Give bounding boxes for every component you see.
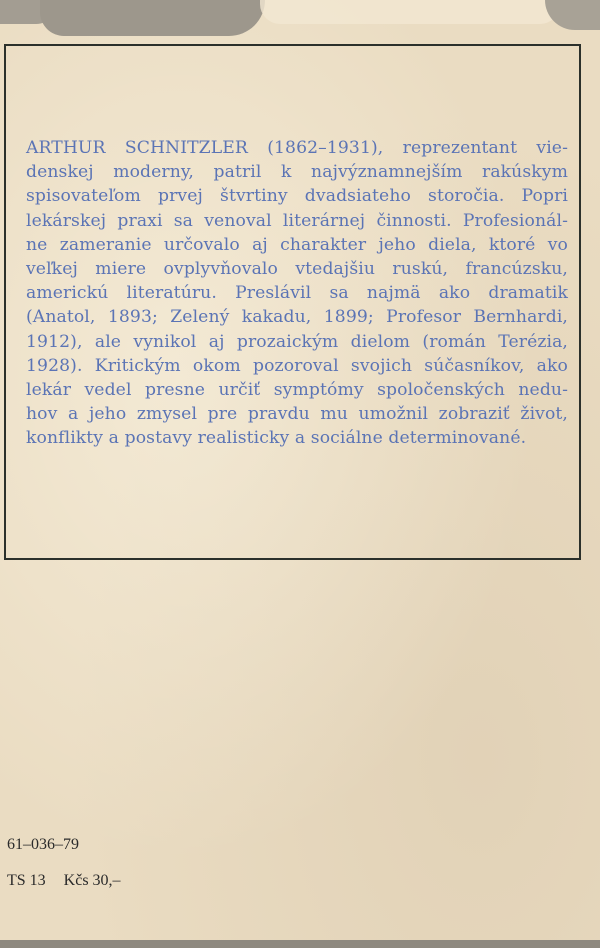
worn-cloth-patch (40, 0, 265, 36)
bio-line: ARTHUR SCHNITZLER (1862–1931), reprezentant vie- (26, 138, 568, 158)
worn-cloth-bottom-edge (0, 940, 600, 948)
bio-line: konflikty a postavy realisticky a sociálne determinované. (26, 428, 527, 449)
bio-line: americkú literatúru. Preslávil sa najmä ako dramatik (26, 283, 568, 304)
price: Kčs 30,– (63, 872, 121, 889)
bio-line: spisovateľom prvej štvrtiny dvadsiateho storočia. Popri (26, 186, 568, 207)
author-biography (26, 136, 568, 451)
bio-line: veľkej miere ovplyvňovalo vtedajšiu ruskú, francúzsku, (26, 259, 568, 280)
worn-cloth-corner-right (545, 0, 600, 30)
typeset-code: TS 13 (7, 872, 46, 889)
bio-line: 1928). Kritickým okom pozoroval svojich súčasníkov, ako (26, 355, 568, 376)
bio-line: ne zameranie určovalo aj charakter jeho diela, ktoré vo (26, 234, 568, 255)
bio-line: lekárskej praxi sa venoval literárnej činnosti. Profesionál- (26, 210, 568, 231)
bio-line: lekár vedel presne určiť symptómy spoločenských nedu- (26, 380, 568, 401)
catalog-number: 61–036–79 (7, 836, 79, 853)
bio-line: hov a jeho zmysel pre pravdu mu umožnil zobraziť život, (26, 404, 568, 425)
torn-paper-edge (260, 0, 560, 24)
bio-line: (Anatol, 1893; Zelený kakadu, 1899; Profesor Bernhardi, (26, 307, 568, 328)
bio-line: denskej moderny, patril k najvýznamnejším rakúskym (26, 162, 568, 183)
print-info (7, 872, 121, 890)
bio-line: 1912), ale vynikol aj prozaickým dielom (román Terézia, (26, 331, 568, 352)
